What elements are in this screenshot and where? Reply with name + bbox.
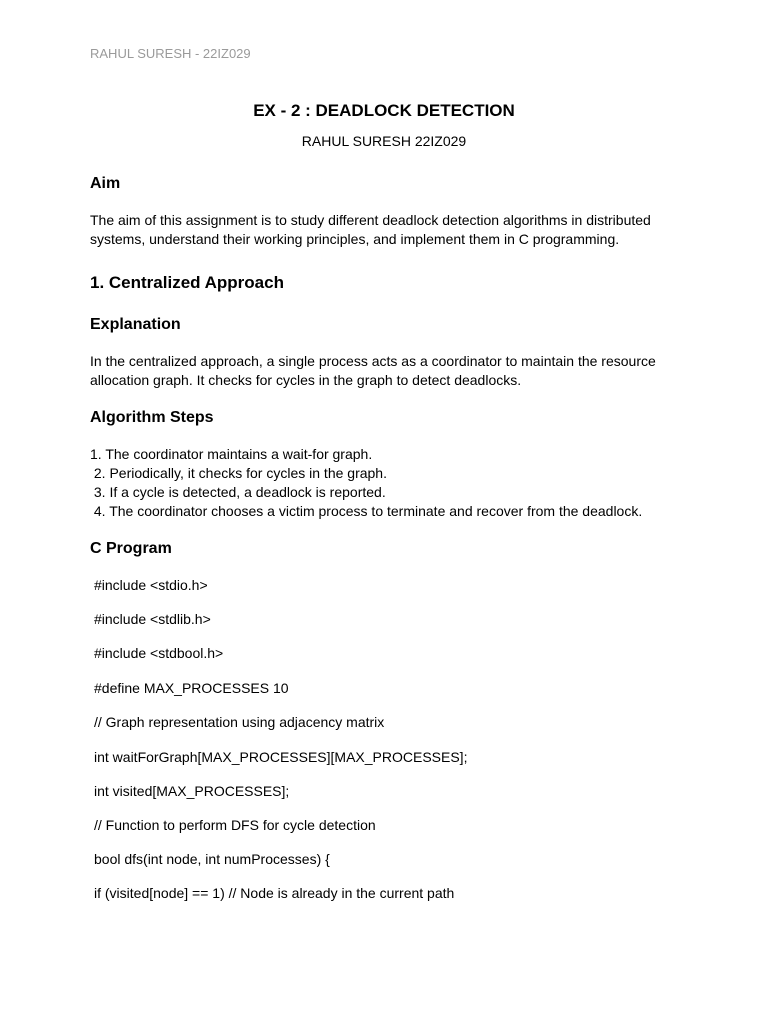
code-line: // Graph representation using adjacency matrix xyxy=(94,714,385,730)
c-program-heading: C Program xyxy=(90,540,172,557)
code-line: bool dfs(int node, int numProcesses) { xyxy=(94,851,330,867)
code-line: // Function to perform DFS for cycle detection xyxy=(94,817,376,833)
aim-heading: Aim xyxy=(90,175,121,192)
explanation-heading: Explanation xyxy=(90,316,181,333)
code-line: #include <stdbool.h> xyxy=(94,645,224,661)
code-line: int visited[MAX_PROCESSES]; xyxy=(94,783,290,799)
algorithm-step: 2. Periodically, it checks for cycles in the graph. xyxy=(90,465,387,481)
algorithm-steps-heading: Algorithm Steps xyxy=(90,409,214,426)
code-line: int waitForGraph[MAX_PROCESSES][MAX_PROCESSES]; xyxy=(94,749,468,765)
explanation-paragraph: In the centralized approach, a single process acts as a coordinator to maintain the resource allocation graph. It checks for cycles in the graph to detect deadlocks. xyxy=(90,353,656,388)
code-line: if (visited[node] == 1) // Node is already in the current path xyxy=(94,885,455,901)
document-author: RAHUL SURESH 22IZ029 xyxy=(301,133,467,149)
algorithm-steps-list xyxy=(90,445,642,521)
running-header: RAHUL SURESH - 22IZ029 xyxy=(90,46,251,61)
aim-paragraph: The aim of this assignment is to study different deadlock detection algorithms in distributed systems, understand their working principles, and implement them in C programming. xyxy=(90,212,651,247)
code-line: #define MAX_PROCESSES 10 xyxy=(94,680,289,696)
algorithm-step: 4. The coordinator chooses a victim process to terminate and recover from the deadlock. xyxy=(90,503,643,519)
code-line: #include <stdio.h> xyxy=(94,577,208,593)
document-title: EX - 2 : DEADLOCK DETECTION xyxy=(253,101,515,120)
section-heading-centralized: 1. Centralized Approach xyxy=(90,273,284,292)
algorithm-step: 3. If a cycle is detected, a deadlock is reported. xyxy=(90,484,386,500)
code-line: #include <stdlib.h> xyxy=(94,611,211,627)
algorithm-step: 1. The coordinator maintains a wait-for graph. xyxy=(90,446,373,462)
